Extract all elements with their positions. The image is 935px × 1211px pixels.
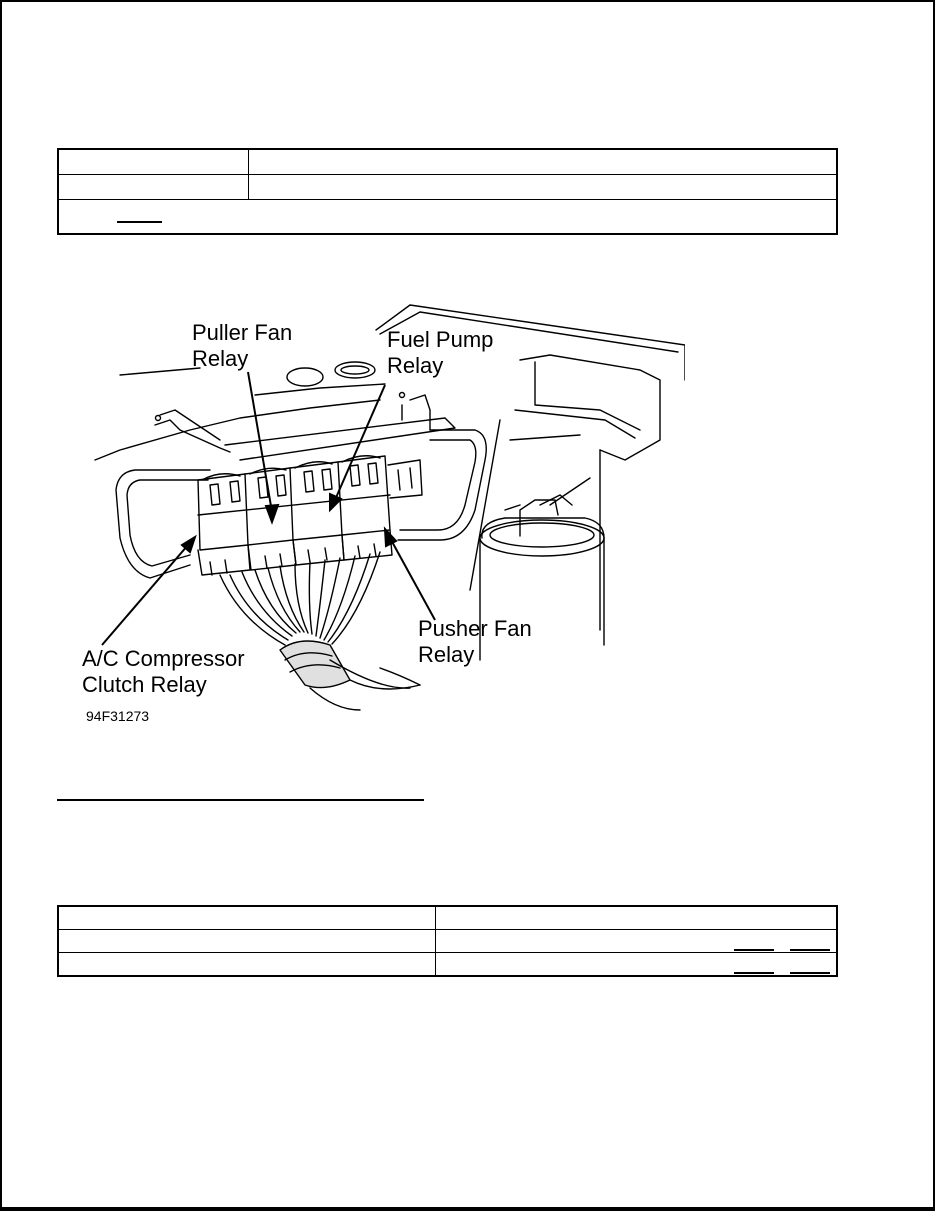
table-cell [58,906,436,930]
figure-id: 94F31273 [86,708,150,724]
fuel-pump-relay-label-line1: Fuel Pump [387,327,494,352]
cell-underline-marks [734,972,834,974]
table-note-row [58,200,837,235]
table-row [58,930,837,953]
table-note-cell [58,200,837,235]
table-row [58,149,837,175]
note-underline [117,221,162,223]
section-heading-underline [57,799,424,801]
table-cell [58,930,436,953]
ac-compressor-clutch-relay-label-line1: A/C Compressor [82,646,245,671]
table-cell [58,175,249,200]
underline-mark [790,972,830,974]
table-cell [249,175,838,200]
relay-location-figure [80,300,685,740]
pusher-fan-relay-label-line1: Pusher Fan [418,616,532,641]
table-row [58,953,837,977]
bottom-spec-table [57,905,838,977]
table-cell [436,953,838,977]
pusher-fan-relay-label-line2: Relay [418,642,475,667]
table-cell [58,953,436,977]
top-spec-table [57,148,838,235]
table-cell [249,149,838,175]
puller-fan-relay-label-line1: Puller Fan [192,320,293,345]
fuel-pump-relay-label-line2: Relay [387,353,444,378]
underline-mark [734,972,774,974]
cell-underline-marks [734,949,834,951]
table-cell [436,906,838,930]
table-cell [436,930,838,953]
table-cell [58,149,249,175]
ac-compressor-clutch-relay-label-line2: Clutch Relay [82,672,207,697]
table-row [58,175,837,200]
table-row [58,906,837,930]
underline-mark [734,949,774,951]
leader-lines [102,372,435,645]
underline-mark [790,949,830,951]
puller-fan-relay-label-line2: Relay [192,346,249,371]
